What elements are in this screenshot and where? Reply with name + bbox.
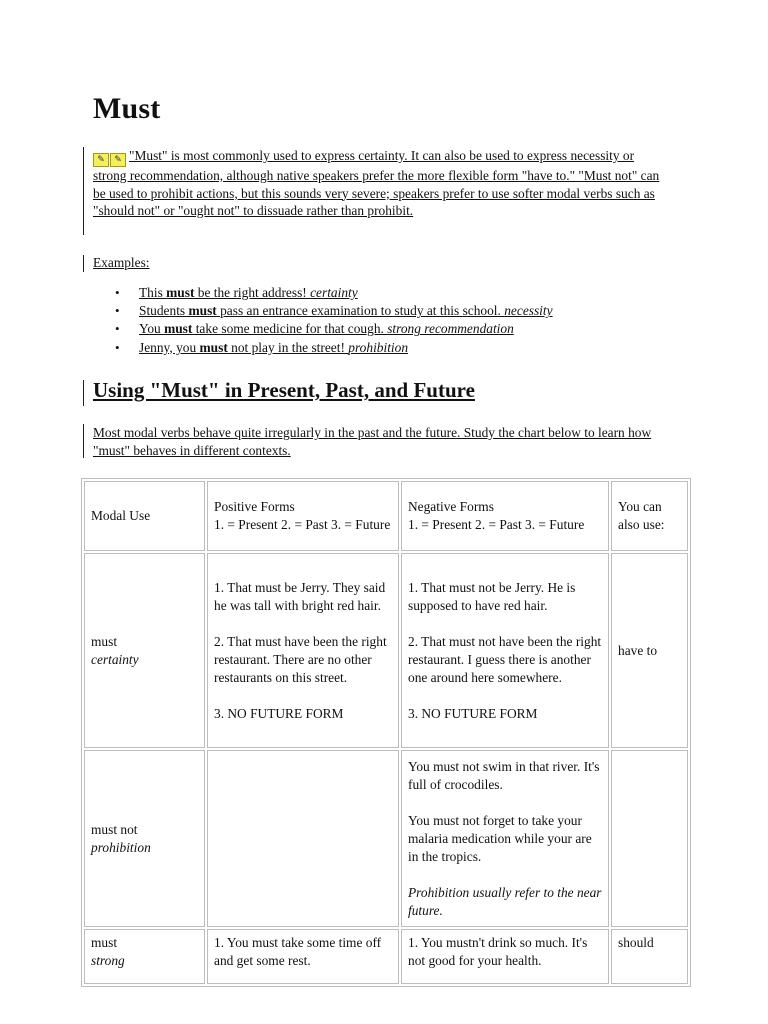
row-also (611, 750, 688, 927)
comment-icons[interactable] (93, 149, 127, 167)
table-header-row (84, 481, 688, 551)
revision-bar (83, 380, 84, 406)
page-title: Must (93, 92, 161, 125)
table-row (84, 929, 688, 984)
intro-paragraph (93, 147, 663, 220)
row-positive: 1. That must be Jerry. They said he was tall with bright red hair. 2. That must have been the right restaurant. There are no other restaurants on this street. 3. NO FUTURE FORM (207, 553, 399, 748)
row-positive: 1. You must take some time off and get some rest. (207, 929, 399, 984)
header-also: You can also use: (611, 481, 688, 551)
modal-chart-table (81, 478, 691, 987)
section-heading: Using "Must" in Present, Past, and Future (93, 378, 475, 402)
list-item: • You must take some medicine for that cough. strong recommendation (139, 320, 553, 338)
table-row (84, 553, 688, 748)
header-negative: Negative Forms 1. = Present 2. = Past 3. = Future (401, 481, 609, 551)
header-modal-use: Modal Use (84, 481, 205, 551)
revision-bar (83, 255, 84, 272)
row-negative: 1. You mustn't drink so much. It's not good for your health. (401, 929, 609, 984)
pencil-icon[interactable]: ✎ (93, 153, 109, 167)
row-modal-use: must strong (84, 929, 205, 984)
intro-text: "Must" is most commonly used to express certainty. It can also be used to express necessity or strong recommendation, although native speakers prefer the more flexible form "have to." "Must not" can be used to prohibit actions, but this sounds very severe; speakers prefer to use softer modal verbs such as "should not" or "ought not" to dissuade rather than prohibit. (93, 148, 660, 219)
row-negative: 1. That must not be Jerry. He is supposed to have red hair. 2. That must not have been the right restaurant. I guess there is another one around here somewhere. 3. NO FUTURE FORM (401, 553, 609, 748)
row-positive (207, 750, 399, 927)
list-item: • Students must pass an entrance examination to study at this school. necessity (139, 302, 553, 320)
list-item: • Jenny, you must not play in the street! prohibition (139, 339, 553, 357)
revision-bar (83, 424, 84, 458)
row-modal-use: must certainty (84, 553, 205, 748)
row-modal-use: must not prohibition (84, 750, 205, 927)
examples-label: Examples: (93, 255, 150, 270)
list-item: • This must be the right address! certainty (139, 284, 553, 302)
revision-bar (83, 147, 84, 235)
row-also: should (611, 929, 688, 984)
row-also: have to (611, 553, 688, 748)
row-negative: You must not swim in that river. It's full of crocodiles. You must not forget to take your malaria medication while your are in the tropics. Prohibition usually refer to the near future. (401, 750, 609, 927)
section-paragraph: Most modal verbs behave quite irregularly in the past and the future. Study the chart below to learn how "must" behaves in different contexts. (93, 425, 652, 458)
header-positive: Positive Forms 1. = Present 2. = Past 3. = Future (207, 481, 399, 551)
examples-list (93, 284, 553, 357)
table-row (84, 750, 688, 927)
pencil-icon[interactable]: ✎ (110, 153, 126, 167)
